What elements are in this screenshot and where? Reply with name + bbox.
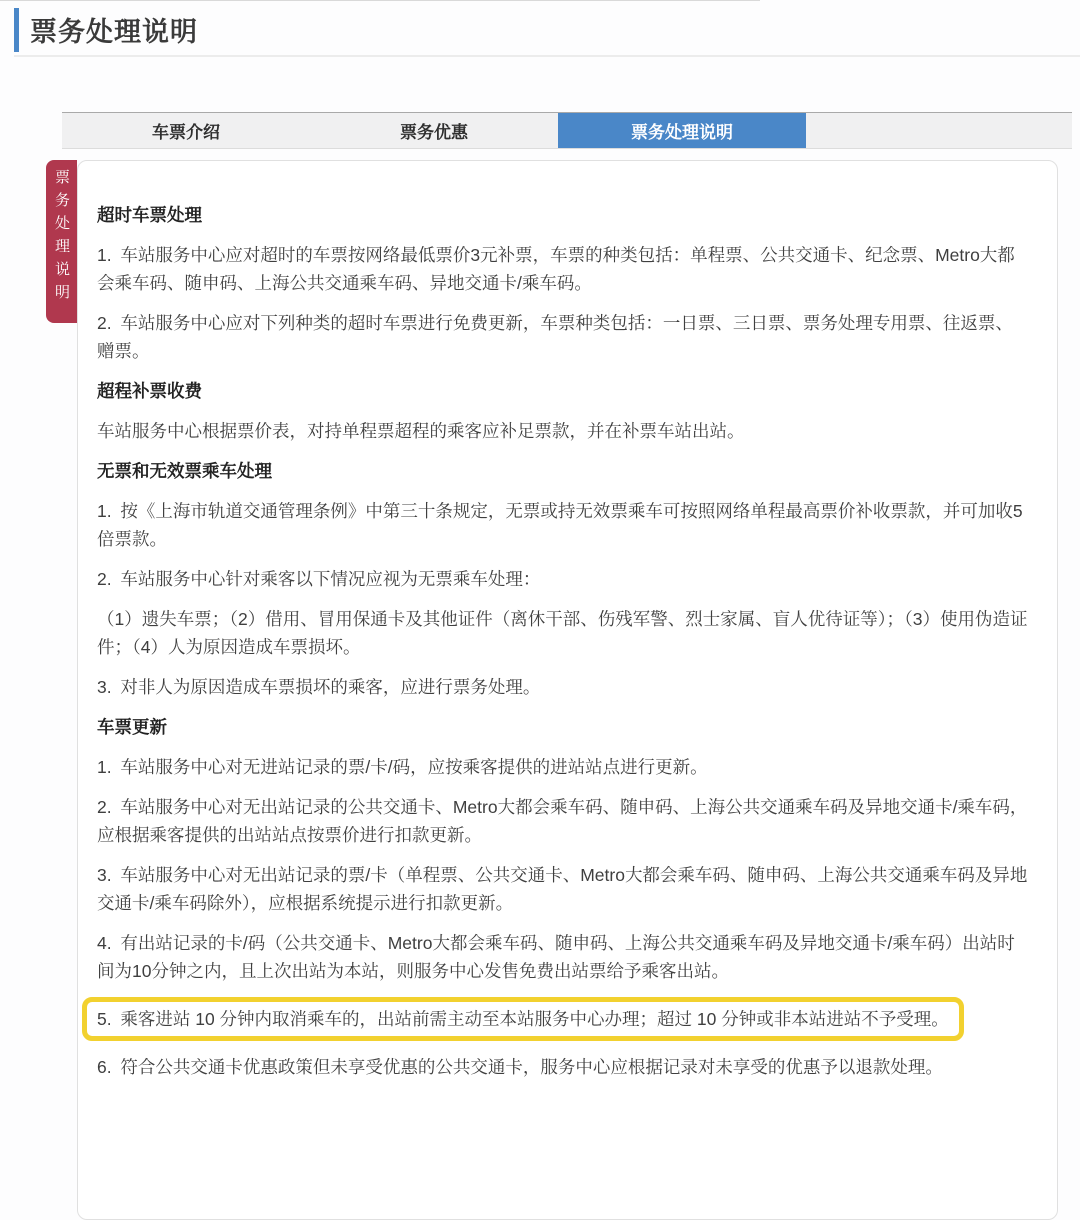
page-header bbox=[0, 0, 1080, 56]
page-title: 票务处理说明 bbox=[30, 17, 198, 47]
tab-label: 车票介绍 bbox=[152, 123, 220, 142]
paragraph: 车站服务中心根据票价表，对持单程票超程的乘客应补足票款，并在补票车站出站。 bbox=[97, 421, 745, 441]
paragraph: 4. 有出站记录的卡/码（公共交通卡、Metro大都会乘车码、随申码、上海公共交通乘车码及异地交通卡/乘车码）出站时间为10分钟之内，且上次出站为本站，则服务中心发售免费出站票给予乘客出站。 bbox=[97, 933, 1015, 981]
paragraph: 6. 符合公共交通卡优惠政策但未享受优惠的公共交通卡，服务中心应根据记录对未享受的优惠予以退款处理。 bbox=[97, 1057, 943, 1077]
content-sections bbox=[78, 161, 1057, 1081]
paragraph: 2. 车站服务中心对无出站记录的公共交通卡、Metro大都会乘车码、随申码、上海公共交通乘车码及异地交通卡/乘车码，应根据乘客提供的出站站点按票价进行扣款更新。 bbox=[97, 797, 1028, 845]
header-divider bbox=[14, 55, 1080, 57]
paragraph: 1. 按《上海市轨道交通管理条例》中第三十条规定，无票或持无效票乘车可按照网络单程最高票价补收票款，并可加收5倍票款。 bbox=[97, 501, 1023, 549]
paragraph: 2. 车站服务中心针对乘客以下情况应视为无票乘车处理： bbox=[97, 569, 541, 589]
paragraph: 3. 对非人为原因造成车票损坏的乘客，应进行票务处理。 bbox=[97, 677, 541, 697]
section-heading: 超时车票处理 bbox=[97, 205, 202, 225]
tab-bar bbox=[62, 112, 1072, 149]
paragraph: 1. 车站服务中心应对超时的车票按网络最低票价3元补票，车票的种类包括：单程票、公共交通卡、纪念票、Metro大都会乘车码、随申码、上海公共交通乘车码、异地交通卡/乘车码。 bbox=[97, 245, 1015, 293]
tab-label: 票务优惠 bbox=[400, 123, 468, 142]
section-heading: 车票更新 bbox=[97, 717, 167, 737]
highlighted-note-box bbox=[82, 997, 964, 1041]
side-tab-ticket-processing[interactable] bbox=[46, 160, 77, 323]
tab-ticket-processing[interactable] bbox=[558, 113, 806, 148]
section-heading: 超程补票收费 bbox=[97, 381, 202, 401]
paragraph: 3. 车站服务中心对无出站记录的票/卡（单程票、公共交通卡、Metro大都会乘车码、随申码、上海公共交通乘车码及异地交通卡/乘车码除外），应根据系统提示进行扣款更新。 bbox=[97, 865, 1028, 913]
paragraph: 2. 车站服务中心应对下列种类的超时车票进行免费更新，车票种类包括：一日票、三日票、票务处理专用票、往返票、赠票。 bbox=[97, 313, 1013, 361]
paragraph: （1）遗失车票；（2）借用、冒用保通卡及其他证件（离休干部、伤残军警、烈士家属、盲人优待证等）；（3）使用伪造证件；（4）人为原因造成车票损坏。 bbox=[97, 609, 1028, 657]
tab-ticket-intro[interactable] bbox=[62, 113, 310, 148]
side-tab-label: 票务处理说明 bbox=[53, 169, 70, 307]
section-heading: 无票和无效票乘车处理 bbox=[97, 461, 272, 481]
content-panel bbox=[77, 160, 1058, 1220]
paragraph: 5. 乘客进站 10 分钟内取消乘车的，出站前需主动至本站服务中心办理；超过 10 分钟或非本站进站不予受理。 bbox=[97, 1009, 949, 1029]
tab-ticket-discount[interactable] bbox=[310, 113, 558, 148]
title-accent-bar bbox=[14, 8, 19, 52]
tab-label: 票务处理说明 bbox=[631, 123, 733, 142]
paragraph: 1. 车站服务中心对无进站记录的票/卡/码，应按乘客提供的进站站点进行更新。 bbox=[97, 757, 708, 777]
